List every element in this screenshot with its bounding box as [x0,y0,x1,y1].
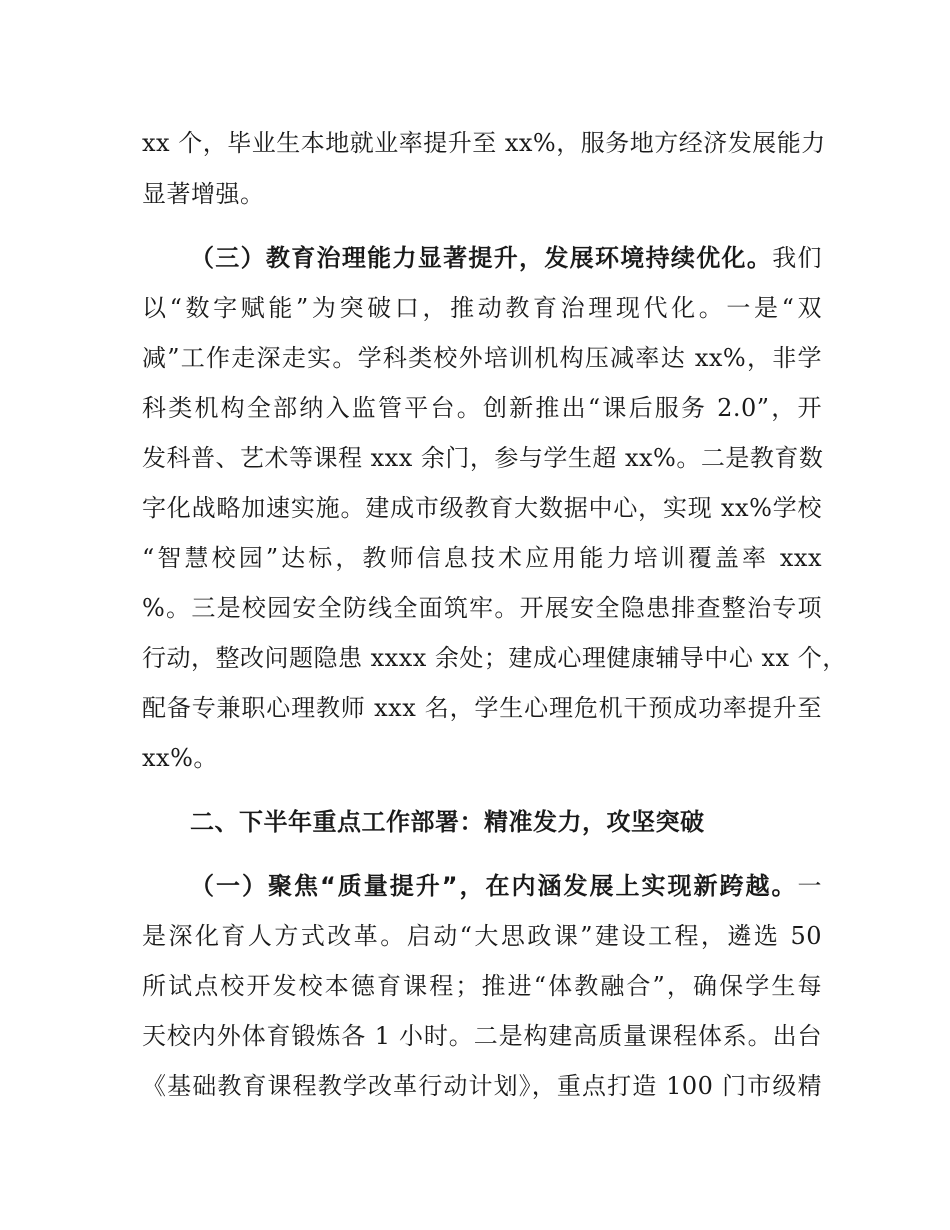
paragraph-line: 减”工作走深走实。学科类校外培训机构压减率达 xx%，非学 [142,344,822,372]
section-heading: 二、下半年重点工作部署：精准发力，攻坚突破 [190,808,705,836]
paragraph-line: 显著增强。 [142,180,265,208]
paragraph-line: 科类机构全部纳入监管平台。创新推出“课后服务 2.0”，开 [142,394,822,422]
paragraph-line: %。三是校园安全防线全面筑牢。开展安全隐患排查整治专项 [142,594,822,622]
subsection-heading: （三）教育治理能力显著提升，发展环境持续优化。 [190,244,773,272]
paragraph-line: 《基础教育课程教学改革行动计划》，重点打造 100 门市级精 [142,1072,822,1100]
paragraph-line: 发科普、艺术等课程 xxx 余门，参与学生超 xx%。二是教育数 [142,444,824,472]
subsection-heading: （一）聚焦“质量提升”，在内涵发展上实现新跨越。 [190,872,798,900]
paragraph-line: 以“数字赋能”为突破口，推动教育治理现代化。一是“双 [142,294,822,322]
section-heading-line [190,238,822,278]
paragraph-line: 配备专兼职心理教师 xxx 名，学生心理危机干预成功率提升至 [142,694,822,722]
paragraph-text: 一 [797,872,822,900]
section-heading-line [190,866,822,906]
paragraph-line: 天校内外体育锻炼各 1 小时。二是构建高质量课程体系。出台 [142,1022,822,1050]
paragraph-line: 是深化育人方式改革。启动“大思政课”建设工程，遴选 50 [142,922,822,950]
paragraph-line: 字化战略加速实施。建成市级教育大数据中心，实现 xx%学校 [142,494,822,522]
paragraph-line: “智慧校园”达标，教师信息技术应用能力培训覆盖率 xxx [142,544,822,572]
paragraph-line: xx%。 [142,744,218,772]
paragraph-line: 所试点校开发校本德育课程；推进“体教融合”，确保学生每 [142,972,822,1000]
paragraph-line: 行动，整改问题隐患 xxxx 余处；建成心理健康辅导中心 xx 个， [142,644,847,672]
paragraph-text: 我们 [772,244,822,272]
paragraph-line: xx 个，毕业生本地就业率提升至 xx%，服务地方经济发展能力 [142,129,826,157]
